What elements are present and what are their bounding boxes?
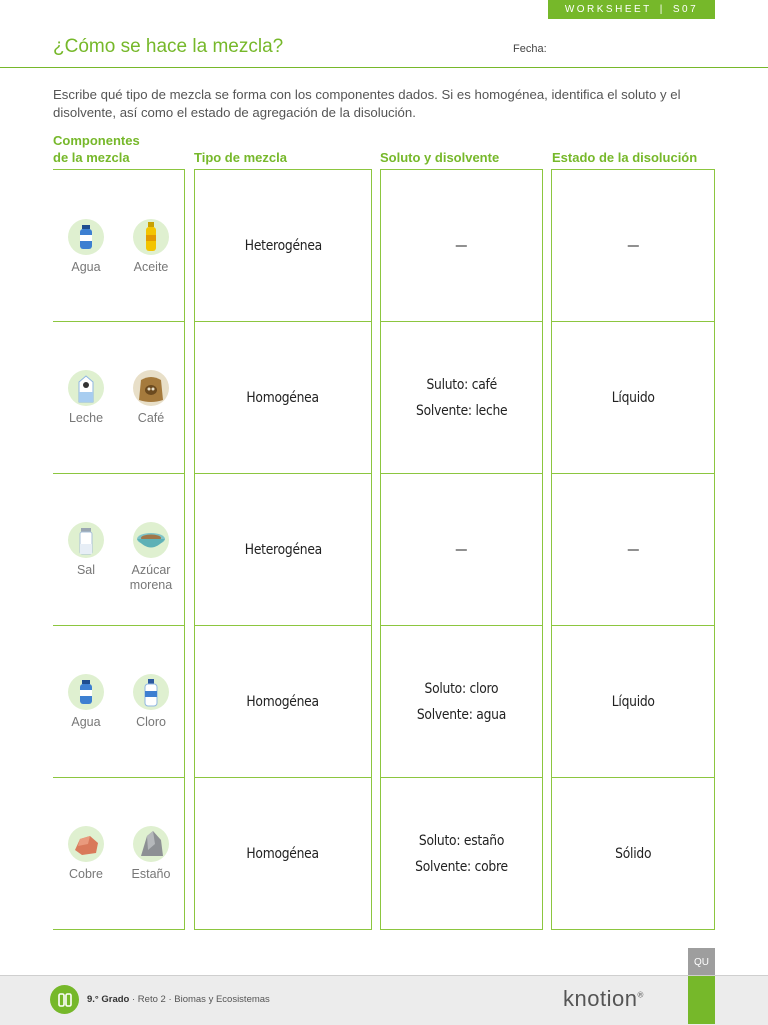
component-estano <box>127 826 175 882</box>
instructions-text: Escribe qué tipo de mezcla se forma con los componentes dados. Si es homogénea, identifica el soluto y el disolvente, así como el estado de agregación de la disolución. <box>53 87 681 120</box>
tipo-answer: Heterogénea <box>244 237 322 254</box>
component-agua <box>62 674 110 730</box>
soluto-cell[interactable] <box>381 322 542 474</box>
book-icon <box>50 985 79 1014</box>
components-column <box>53 169 185 930</box>
soluto-answer <box>415 828 508 880</box>
tipo-cell[interactable] <box>195 322 371 474</box>
estado-cell[interactable] <box>552 474 714 626</box>
soluto-answer <box>455 233 467 259</box>
qu-accent-bar <box>688 976 715 1024</box>
water-bottle-icon <box>68 674 104 710</box>
oil-bottle-icon <box>133 219 169 255</box>
header-soluto: Soluto y disolvente <box>380 150 500 165</box>
component-label: Aceite <box>133 260 169 274</box>
components-cell <box>53 170 184 322</box>
tipo-cell[interactable] <box>195 474 371 626</box>
soluto-line: Soluto: estaño <box>418 832 505 849</box>
estado-answer: — <box>626 541 640 558</box>
footer-topic: Biomas y Ecosistemas <box>174 994 270 1005</box>
component-azucar-morena <box>127 522 175 593</box>
components-cell <box>53 322 184 474</box>
milk-carton-icon <box>68 370 104 406</box>
solvente-line: Solvente: agua <box>416 706 507 723</box>
soluto-cell[interactable] <box>381 474 542 626</box>
component-cafe <box>127 370 175 426</box>
solvente-line: Solvente: cobre <box>415 858 508 875</box>
knotion-logo <box>563 986 644 1012</box>
soluto-answer <box>455 537 467 563</box>
header-tipo: Tipo de mezcla <box>194 150 287 165</box>
footer-grade: 9.° Grado <box>87 994 130 1005</box>
soluto-line: — <box>455 541 468 558</box>
sugar-bowl-icon <box>133 522 169 558</box>
header-divider <box>0 67 768 68</box>
solvente-line: Solvente: leche <box>415 402 508 419</box>
component-cobre <box>62 826 110 882</box>
copper-ore-icon <box>68 826 104 862</box>
soluto-line: Suluto: café <box>426 376 497 393</box>
worksheet-tag-code: S07 <box>672 4 699 15</box>
component-label: Cobre <box>68 867 104 881</box>
chlorine-bottle-icon <box>133 674 169 710</box>
component-agua <box>62 219 110 275</box>
component-label: Azúcar morena <box>129 563 173 592</box>
footer-course-info <box>87 994 270 1005</box>
estado-cell[interactable] <box>552 626 714 778</box>
salt-shaker-icon <box>68 522 104 558</box>
tin-ore-icon <box>133 826 169 862</box>
qu-tab: QU <box>688 948 715 976</box>
component-label: Agua <box>71 260 101 274</box>
tipo-answer: Heterogénea <box>244 541 322 558</box>
tipo-cell[interactable] <box>195 626 371 778</box>
component-label: Sal <box>76 563 96 577</box>
soluto-column <box>380 169 543 930</box>
footer-dot: · <box>168 994 175 1005</box>
soluto-cell[interactable] <box>381 778 542 930</box>
estado-answer: Sólido <box>614 845 652 862</box>
estado-answer: Líquido <box>611 693 655 710</box>
component-label: Agua <box>71 715 101 729</box>
soluto-cell[interactable] <box>381 170 542 322</box>
component-label: Cloro <box>136 715 166 729</box>
components-cell <box>53 474 184 626</box>
estado-cell[interactable] <box>552 322 714 474</box>
component-label: Café <box>137 411 165 425</box>
tipo-cell[interactable] <box>195 170 371 322</box>
header-componentes-line1: Componentes <box>53 133 140 148</box>
estado-cell[interactable] <box>552 778 714 930</box>
component-label: Estaño <box>131 867 171 881</box>
component-cloro <box>127 674 175 730</box>
header-componentes <box>53 132 140 166</box>
soluto-cell[interactable] <box>381 626 542 778</box>
date-label: Fecha: <box>513 43 547 55</box>
footer-dot: · <box>131 994 138 1005</box>
header-componentes-line2: de la mezcla <box>53 150 130 165</box>
components-cell <box>53 626 184 778</box>
registered-mark: ® <box>637 990 644 1000</box>
footer-reto: Reto 2 <box>137 994 166 1005</box>
tipo-cell[interactable] <box>195 778 371 930</box>
estado-answer: Líquido <box>611 389 655 406</box>
page-title: ¿Cómo se hace la mezcla? <box>53 36 284 57</box>
soluto-answer <box>417 676 506 728</box>
soluto-answer <box>416 372 507 424</box>
component-sal <box>62 522 110 578</box>
worksheet-tag-separator: | <box>659 4 665 15</box>
component-label: Leche <box>68 411 104 425</box>
component-aceite <box>127 219 175 275</box>
tipo-answer: Homogénea <box>246 389 320 406</box>
header-estado: Estado de la disolución <box>552 150 698 165</box>
soluto-line: — <box>455 237 468 254</box>
estado-answer: — <box>626 237 640 254</box>
water-bottle-icon <box>68 219 104 255</box>
estado-cell[interactable] <box>552 170 714 322</box>
worksheet-tag <box>548 0 715 19</box>
tipo-answer: Homogénea <box>246 693 320 710</box>
worksheet-tag-label: WORKSHEET <box>564 4 652 15</box>
component-leche <box>62 370 110 426</box>
components-cell <box>53 778 184 930</box>
soluto-line: Soluto: cloro <box>424 680 499 697</box>
tipo-answer: Homogénea <box>246 845 320 862</box>
knotion-logo-text: knotion <box>563 986 638 1011</box>
tipo-column <box>194 169 372 930</box>
estado-column <box>551 169 715 930</box>
coffee-sack-icon <box>133 370 169 406</box>
